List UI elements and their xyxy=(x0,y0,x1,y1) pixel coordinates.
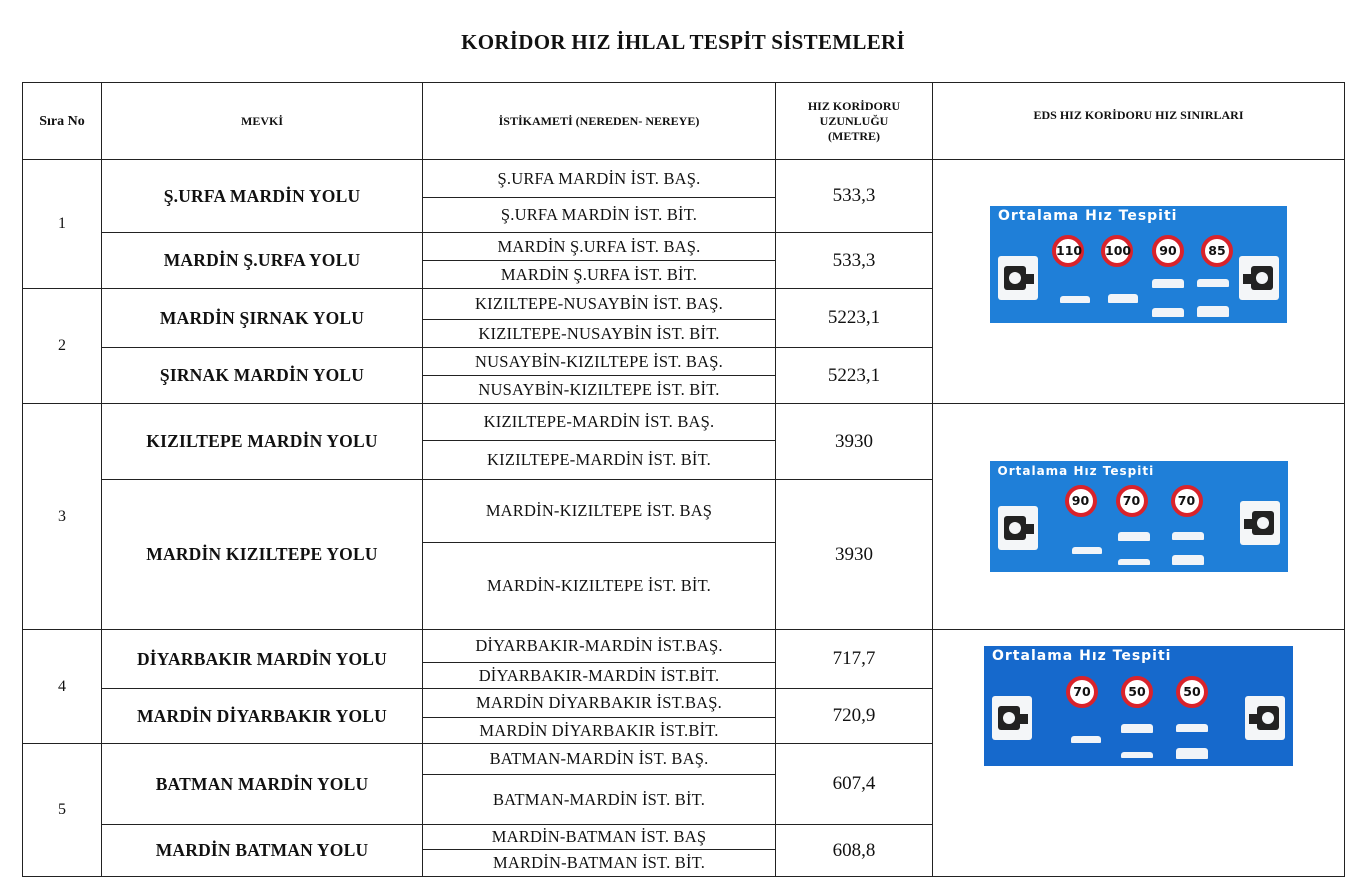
length-cell: 3930 xyxy=(776,404,933,480)
direction-end-cell: BATMAN-MARDİN İST. BİT. xyxy=(423,775,776,825)
sign-title: Ortalama Hız Tespiti xyxy=(997,464,1155,478)
camera-icon xyxy=(1239,256,1279,300)
header-limits: EDS HIZ KORİDORU HIZ SINIRLARI xyxy=(933,83,1345,160)
speed-limit-sign: 90 xyxy=(1152,235,1184,267)
length-cell: 608,8 xyxy=(776,825,933,877)
direction-end-cell: NUSAYBİN-KIZILTEPE İST. BİT. xyxy=(423,376,776,404)
direction-end-cell: KIZILTEPE-MARDİN İST. BİT. xyxy=(423,441,776,480)
minibus-icon xyxy=(1108,294,1138,303)
document-title: KORİDOR HIZ İHLAL TESPİT SİSTEMLERİ xyxy=(461,30,905,54)
direction-end-cell: DİYARBAKIR-MARDİN İST.BİT. xyxy=(423,663,776,689)
header-length-text: HIZ KORİDORU UZUNLUĞU (METRE) xyxy=(807,98,901,143)
car-icon xyxy=(1072,547,1102,554)
speed-limit-sign: 85 xyxy=(1201,235,1233,267)
average-speed-sign xyxy=(990,206,1287,323)
direction-end-cell: KIZILTEPE-NUSAYBİN İST. BİT. xyxy=(423,320,776,348)
location-cell: MARDİN BATMAN YOLU xyxy=(102,825,423,877)
length-cell: 607,4 xyxy=(776,744,933,825)
average-speed-sign xyxy=(984,646,1293,766)
camera-icon xyxy=(1240,501,1280,545)
sign-title: Ortalama Hız Tespiti xyxy=(992,647,1172,664)
direction-start-cell: KIZILTEPE-MARDİN İST. BAŞ. xyxy=(423,404,776,441)
location-cell: MARDİN Ş.URFA YOLU xyxy=(102,233,423,289)
direction-start-cell: MARDİN DİYARBAKIR İST.BAŞ. xyxy=(423,689,776,718)
speed-limit-sign: 90 xyxy=(1065,485,1097,517)
length-cell: 5223,1 xyxy=(776,348,933,404)
speed-limit-sign: 70 xyxy=(1066,676,1098,708)
speed-limit-sign: 50 xyxy=(1121,676,1153,708)
direction-start-cell: MARDİN-BATMAN İST. BAŞ xyxy=(423,825,776,850)
header-row xyxy=(23,83,1345,160)
location-cell: KIZILTEPE MARDİN YOLU xyxy=(102,404,423,480)
direction-start-cell: KIZILTEPE-NUSAYBİN İST. BAŞ. xyxy=(423,289,776,320)
sign-cell-3 xyxy=(933,630,1345,877)
length-cell: 717,7 xyxy=(776,630,933,689)
location-cell: MARDİN ŞIRNAK YOLU xyxy=(102,289,423,348)
bus-icon xyxy=(1118,559,1150,565)
row-number: 2 xyxy=(23,289,102,404)
car-trailer-icon xyxy=(1197,279,1229,287)
sign-title: Ortalama Hız Tespiti xyxy=(998,208,1178,224)
car-icon xyxy=(1071,736,1101,743)
truck-icon xyxy=(1172,555,1204,565)
direction-end-cell: MARDİN Ş.URFA İST. BİT. xyxy=(423,261,776,289)
speed-limit-sign: 110 xyxy=(1052,235,1084,267)
sign-cell-1 xyxy=(933,160,1345,404)
camera-icon xyxy=(1245,696,1285,740)
minibus-icon xyxy=(1118,532,1150,541)
pickup-icon xyxy=(1176,724,1208,732)
row-number: 3 xyxy=(23,404,102,630)
direction-start-cell: MARDİN-KIZILTEPE İST. BAŞ xyxy=(423,480,776,543)
speed-limit-sign: 70 xyxy=(1116,485,1148,517)
header-length xyxy=(776,83,933,160)
truck-icon xyxy=(1197,306,1229,317)
location-cell: MARDİN DİYARBAKIR YOLU xyxy=(102,689,423,744)
length-cell: 3930 xyxy=(776,480,933,630)
location-cell: MARDİN KIZILTEPE YOLU xyxy=(102,480,423,630)
row-number: 5 xyxy=(23,744,102,877)
speed-limit-sign: 100 xyxy=(1101,235,1133,267)
camera-icon xyxy=(998,256,1038,300)
location-cell: BATMAN MARDİN YOLU xyxy=(102,744,423,825)
camera-icon xyxy=(992,696,1032,740)
average-speed-sign xyxy=(990,461,1288,572)
length-cell: 533,3 xyxy=(776,233,933,289)
direction-start-cell: DİYARBAKIR-MARDİN İST.BAŞ. xyxy=(423,630,776,663)
length-cell: 533,3 xyxy=(776,160,933,233)
bus-icon xyxy=(1152,308,1184,317)
camera-icon xyxy=(998,506,1038,550)
speed-corridor-table xyxy=(22,82,1345,877)
direction-end-cell: MARDİN-BATMAN İST. BİT. xyxy=(423,850,776,877)
minibus-icon xyxy=(1121,724,1153,733)
speed-limit-sign: 70 xyxy=(1171,485,1203,517)
direction-end-cell: Ş.URFA MARDİN İST. BİT. xyxy=(423,198,776,233)
direction-start-cell: Ş.URFA MARDİN İST. BAŞ. xyxy=(423,160,776,198)
location-cell: ŞIRNAK MARDİN YOLU xyxy=(102,348,423,404)
direction-start-cell: BATMAN-MARDİN İST. BAŞ. xyxy=(423,744,776,775)
pickup-icon xyxy=(1172,532,1204,540)
pickup-icon xyxy=(1152,279,1184,288)
direction-end-cell: MARDİN DİYARBAKIR İST.BİT. xyxy=(423,718,776,744)
header-no: Sıra No xyxy=(23,83,102,160)
location-cell: DİYARBAKIR MARDİN YOLU xyxy=(102,630,423,689)
direction-end-cell: MARDİN-KIZILTEPE İST. BİT. xyxy=(423,543,776,630)
row-number: 1 xyxy=(23,160,102,289)
speed-limit-sign: 50 xyxy=(1176,676,1208,708)
car-icon xyxy=(1060,296,1090,303)
truck-icon xyxy=(1176,748,1208,759)
direction-start-cell: NUSAYBİN-KIZILTEPE İST. BAŞ. xyxy=(423,348,776,376)
header-direction: İSTİKAMETİ (NEREDEN- NEREYE) xyxy=(423,83,776,160)
direction-start-cell: MARDİN Ş.URFA İST. BAŞ. xyxy=(423,233,776,261)
sign-cell-2 xyxy=(933,404,1345,630)
bus-icon xyxy=(1121,752,1153,758)
header-location: MEVKİ xyxy=(102,83,423,160)
length-cell: 720,9 xyxy=(776,689,933,744)
length-cell: 5223,1 xyxy=(776,289,933,348)
row-number: 4 xyxy=(23,630,102,744)
location-cell: Ş.URFA MARDİN YOLU xyxy=(102,160,423,233)
